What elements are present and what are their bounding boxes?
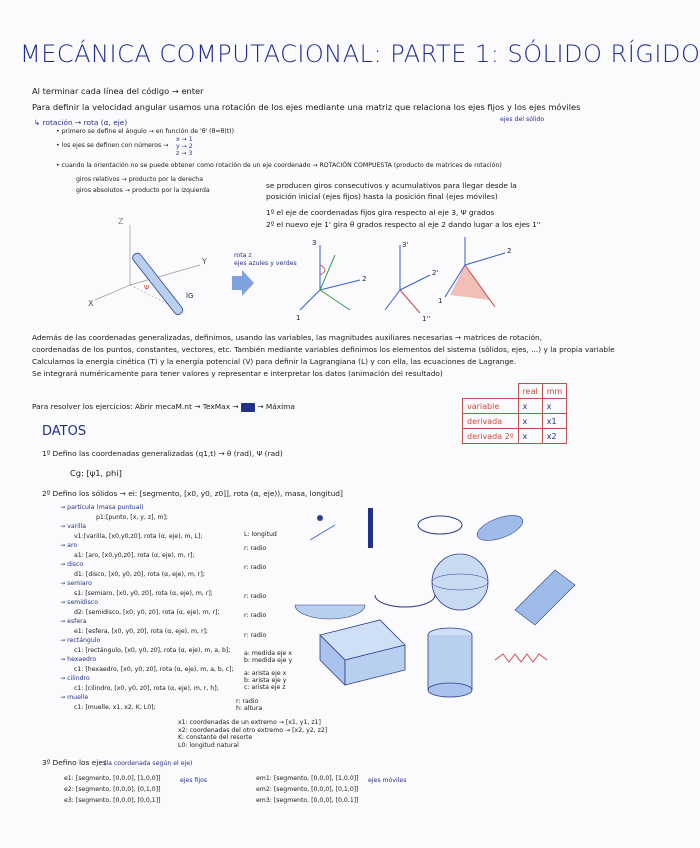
cylinder-bottom <box>428 683 472 697</box>
vt-row2-real: x <box>518 414 542 429</box>
step-1: 1º el eje de coordenadas fijos gira respecto al eje 3, Ψ grados <box>266 208 495 217</box>
note-rectangulo: a: medida eje x b: medida eje y <box>244 650 293 664</box>
datos-s3-note: (la coordenada según el eje) <box>104 760 193 767</box>
particle-shape <box>317 515 323 521</box>
item-semidisco: → semidisco d2: [semidisco, [x0, y0, z0], rota (α, eje), m, r]; <box>60 599 220 616</box>
fixed-axis-e2: e2: [segmento, [0,0,0], [0,1,0]] <box>64 786 161 793</box>
solve-text: Para resolver los ejercicios: Abrir mecaM.nt → TexMax → <box>32 402 241 411</box>
label2-3: 3' <box>402 241 409 249</box>
disc-shape <box>474 510 526 545</box>
axis3-2 <box>465 253 505 265</box>
label3-1: 1 <box>438 297 443 305</box>
variable-table <box>462 383 567 444</box>
axis-2-prime <box>320 255 335 290</box>
label2-2: 2' <box>432 269 439 277</box>
item-particula: → partícula (masa puntual) p1:[punto, [x, y, z], m]; <box>60 504 169 521</box>
axes-map-x: x → 1 <box>176 136 193 143</box>
axis-1 <box>300 290 320 310</box>
rotation-bullet-2: • los ejes se definen con números → <box>56 142 169 149</box>
note-aro: r: radio <box>244 545 267 552</box>
moving-axis-em1: em1: [segmento, [0,0,0], [1,0,0]] <box>256 775 359 782</box>
rod-shape <box>131 252 184 317</box>
note-ejes-solido: ejes del sólido <box>500 116 545 123</box>
mid-p4: Se integrará numéricamente para tener valores y representar e interpretar los datos (animación del resultado) <box>32 369 443 378</box>
arrow-shape <box>232 270 254 296</box>
fixed-axes-list <box>64 773 161 806</box>
monitor-icon <box>241 403 255 412</box>
moving-axes-list <box>256 773 359 806</box>
compose-line-1: se producen giros consecutivos y acumulativos para llegar desde la <box>266 181 517 190</box>
item-varilla: → varilla v1:[varilla, [x0,y0,z0], rota (α, eje), m, L]; <box>60 523 203 540</box>
rotation-label: ↳ rotación → rota (α, eje) <box>34 118 128 127</box>
giros-absolutos: giros absolutos → producto por la izquierda <box>76 187 210 194</box>
y-label: Y <box>202 257 207 266</box>
semiaro-shape <box>375 595 435 607</box>
axis2-1pp <box>400 290 420 313</box>
axis2-2 <box>400 275 430 290</box>
axis-2 <box>320 280 360 290</box>
solve-end: → Máxima <box>257 402 295 411</box>
compose-line-2: posición inicial (ejes fijos) hasta la posición final (ejes móviles) <box>266 192 498 201</box>
giros-relativos: giros relativos → producto por la derecha <box>76 176 204 183</box>
fixed-axis-e3: e3: [segmento, [0,0,0], [0,0,1]] <box>64 797 161 804</box>
label-1: 1 <box>296 314 301 322</box>
label3-2: 2 <box>507 247 512 255</box>
item-rectangulo: → rectángulo c1: [rectángulo, [x0, y0, z0], rota (α, eje), m, a, b]; <box>60 637 231 654</box>
rotation-bullet-3: • cuando la orientación no se puede obtener como rotación de un eje coordenado → ROTACIÓN COMPUESTA (producto de matrices de rotación) <box>56 162 502 169</box>
note-hexaedro: a: arista eje x b: arista eje y c: arista eje z <box>244 670 287 691</box>
note-semiaro: r: radio <box>244 593 267 600</box>
moving-axis-em3: em3: [segmento, [0,0,0], [0,0,1]] <box>256 797 359 804</box>
page-title: MECÁNICA COMPUTACIONAL: PARTE 1: SÓLIDO RÍGIDO <box>20 40 700 68</box>
spring-shape <box>495 654 547 662</box>
item-disco: → disco d1: [disco, [x0, y0, z0], rota (α, eje), m, r]; <box>60 561 205 578</box>
vt-row3-real: x <box>518 429 542 444</box>
item-muelle: → muelle c1: [muelle, x1, x2, K, L0]; <box>60 694 156 711</box>
note-muelle: x1: coordenadas de un extremo → [x1, y1, z1] x2: coordenadas del otro extremo → [x2, y2, z2] K: constante del resorte L0: longitud natural <box>178 719 328 749</box>
note-varilla: L: longitud <box>244 531 277 538</box>
rotation-bullet-1: • primero se define el ángulo → en función de 'θ' (θ=θ(t)) <box>56 128 235 135</box>
semidisc-shape <box>295 605 365 619</box>
theta-wedge <box>450 265 490 300</box>
vt-row3-label: derivada 2º <box>463 429 519 444</box>
axis-1-prime <box>320 290 350 310</box>
rectangle-shape <box>515 570 575 625</box>
axes-map <box>176 136 193 157</box>
ring-shape <box>418 516 462 534</box>
rod-shape-2 <box>368 508 373 548</box>
rod-diagram <box>70 210 230 320</box>
solids-list <box>60 503 234 712</box>
datos-s3: 3º Defino los ejes <box>42 758 107 767</box>
intro-line-2: Para definir la velocidad angular usamos una rotación de los ejes mediante una matriz que relaciona los ejes fijos y los ejes móviles <box>32 102 581 112</box>
datos-cg: Cg: [ψ1, phi] <box>70 468 122 478</box>
x-axis-line <box>95 285 130 300</box>
label-2: 2 <box>362 275 367 283</box>
rotation-axes-diagrams <box>290 235 590 330</box>
item-aro: → aro a1: [aro, [x0,y0,z0], rota (α, eje), m, r]; <box>60 542 195 559</box>
moving-axis-em2: em2: [segmento, [0,0,0], [0,1,0]] <box>256 786 359 793</box>
datos-heading: DATOS <box>42 424 87 439</box>
lg-label: lG <box>186 292 194 300</box>
intro-line-1: Al terminar cada línea del código → enter <box>32 86 204 96</box>
moving-axes-label: ejes móviles <box>368 777 407 784</box>
vt-row2-label: derivada <box>463 414 519 429</box>
fixed-axis-e1: e1: [segmento, [0,0,0], [1,0,0]] <box>64 775 161 782</box>
vt-row1-mm: x <box>542 399 567 414</box>
vt-row2-mm: x1 <box>542 414 567 429</box>
solid-shapes-illustration <box>290 500 580 715</box>
fixed-axes-label: ejes fijos <box>180 777 208 784</box>
step-2: 2º el nuevo eje 1' gira θ grados respecto al eje 2 dando lugar a los ejes 1'' <box>266 220 541 229</box>
item-esfera: → esfera e1: [esfera, [x0, y0, z0], rota (α, eje), m, r]; <box>60 618 208 635</box>
item-semiaro: → semiaro s1: [semiaro, [x0, y0, z0], rota (α, eje), m, r]; <box>60 580 213 597</box>
note-semidisco: r: radio <box>244 612 267 619</box>
datos-s2: 2º Defino los sólidos → ei: [segmento, [x0, y0, z0]], rota (α, eje)), masa, longitud] <box>42 489 343 498</box>
sphere-shape <box>432 554 488 610</box>
axes-map-z: z → 3 <box>176 150 193 157</box>
vt-row1-label: variable <box>463 399 519 414</box>
item-cilindro: → cilindro c1: [cilindro, [x0, y0, z0], rota (α, eje), m, r, h]; <box>60 675 219 692</box>
rotz-label: rota z <box>234 252 252 259</box>
note-esfera: r: radio <box>244 632 267 639</box>
datos-s1: 1º Defino las coordenadas generalizadas (q1,t) → θ (rad), Ψ (rad) <box>42 449 283 458</box>
axes-map-y: y → 2 <box>176 143 193 150</box>
psi-arc <box>320 265 325 275</box>
vt-row1-real: x <box>518 399 542 414</box>
mid-p1: Además de las coordenadas generalizadas, definimos, usando las variables, las magnitudes auxiliares necesarias → matrices de rotación, <box>32 333 543 342</box>
item-hexaedro: → hexaedro c1: [hexaedro, [x0, y0, z0], rota (α, eje), m, a, b, c]; <box>60 656 234 673</box>
mid-p2: coordenadas de los puntos, constantes, vectores, etc. También mediante variables definimos los elementos del sistema (sólidos, ejes, ...) y la propia variable <box>32 345 615 354</box>
mid-p3: Calculamos la energía cinética (T) y la energía potencial (V) para definir la Lagrangiana (L) y con ella, las ecuaciones de Lagrange. <box>32 357 517 366</box>
solve-line <box>32 402 295 412</box>
vt-header-real: real <box>518 384 542 399</box>
psi-label: Ψ <box>144 284 150 292</box>
vt-header-mm: mm <box>542 384 567 399</box>
rotz-sub: ejes azules y verdes <box>234 260 297 267</box>
z-label: Z <box>118 217 124 226</box>
vt-row3-mm: x2 <box>542 429 567 444</box>
label-3: 3 <box>312 239 317 247</box>
x-label: X <box>88 299 94 308</box>
note-cilindro: r: radio h: altura <box>236 698 263 712</box>
note-disco: r: radio <box>244 564 267 571</box>
axis2-1 <box>385 290 400 310</box>
label2-1pp: 1'' <box>422 315 431 323</box>
